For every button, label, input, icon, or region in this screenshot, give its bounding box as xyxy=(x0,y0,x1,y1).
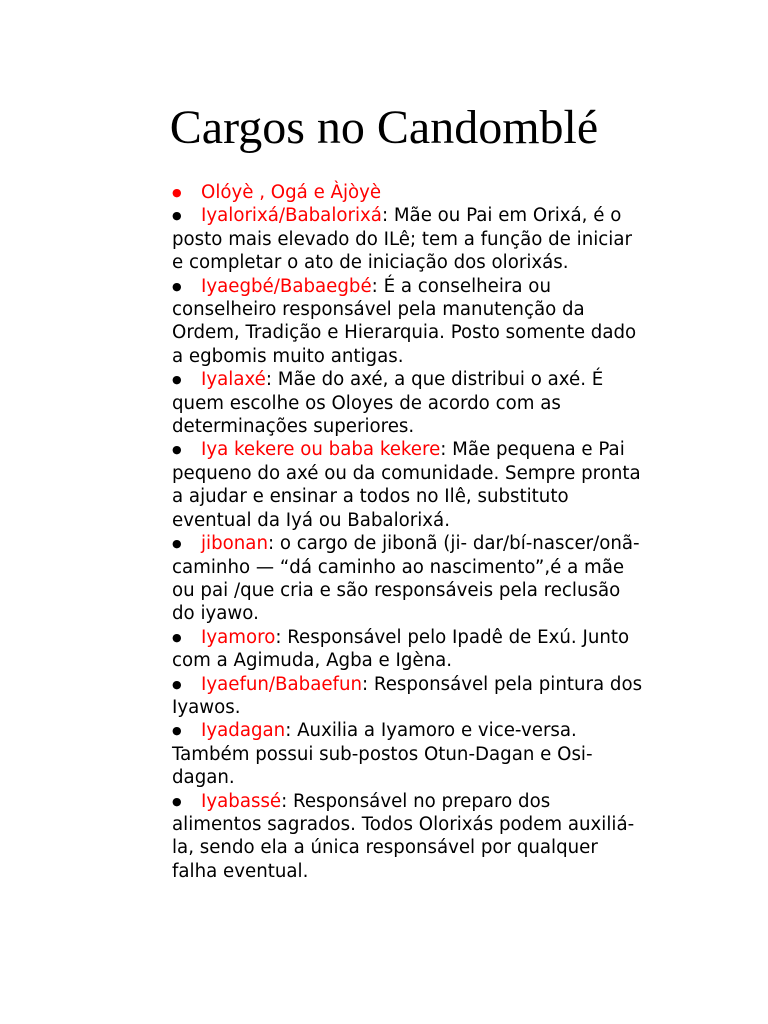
cargo-term: Olóyè , Ogá e Àjòyè xyxy=(201,182,382,203)
cargo-list xyxy=(172,181,644,883)
bullet-icon: ● xyxy=(172,443,182,457)
bullet-icon: ● xyxy=(172,186,182,199)
cargo-term: Iyalorixá/Babalorixá xyxy=(201,205,382,227)
bullet-icon: ● xyxy=(172,794,182,808)
list-item xyxy=(172,275,644,369)
cargo-description: : Mãe ou Pai em Orixá, é o posto mais elevado do ILê; tem a função de iniciar e completar o ato de iniciação dos olorixás. xyxy=(172,205,632,274)
bullet-icon: ● xyxy=(172,537,182,551)
cargo-description: : Auxilia a Iyamoro e vice-versa. Também possui sub-postos Otun-Dagan e Osi-dagan. xyxy=(172,720,593,789)
list-item xyxy=(172,626,644,673)
list-item xyxy=(172,790,644,884)
bullet-icon: ● xyxy=(172,279,182,293)
cargo-description: : Responsável pelo Ipadê de Exú. Junto com a Agimuda, Agba e Igèna. xyxy=(172,626,630,672)
cargo-term: Iya kekere ou baba kekere xyxy=(201,439,441,461)
cargo-description: : Responsável no preparo dos alimentos sagrados. Todos Olorixás podem auxiliá-la, sendo ela a única responsável por qualquer falha eventual. xyxy=(172,790,635,882)
list-item xyxy=(172,719,644,789)
bullet-icon: ● xyxy=(172,630,182,644)
list-item xyxy=(172,368,644,438)
cargo-term: Iyaegbé/Babaegbé xyxy=(201,275,372,297)
cargo-term: Iyalaxé xyxy=(201,369,266,391)
cargo-term: Iyaefun/Babaefun xyxy=(201,673,363,695)
list-item xyxy=(172,673,644,720)
list-item xyxy=(172,438,644,532)
cargo-term: Iyamoro xyxy=(201,626,276,648)
cargo-term: Iyabassé xyxy=(201,790,282,812)
page-title: Cargos no Candomblé xyxy=(169,101,599,154)
cargo-description: : Responsável pela pintura dos Iyawos. xyxy=(172,673,643,718)
list-item xyxy=(172,532,644,626)
bullet-icon: ● xyxy=(172,677,182,691)
cargo-term: jibonan xyxy=(201,533,268,555)
cargo-term: Iyadagan xyxy=(201,720,286,742)
bullet-icon: ● xyxy=(172,373,182,387)
list-item xyxy=(172,181,644,204)
cargo-description: : É a conselheira ou conselheiro responsável pela manutenção da Ordem, Tradição e Hierarquia. Posto somente dado a egbomis muito antigas. xyxy=(172,275,637,367)
cargo-description: : Mãe do axé, a que distribui o axé. É quem escolhe os Oloyes de acordo com as determinações superiores. xyxy=(172,369,604,438)
cargo-description: : o cargo de jibonã (ji- dar/bí-nascer/onã-caminho — “dá caminho ao nascimento”,é a mãe ou pai /que cria e são responsáveis pela reclusão do iyawo. xyxy=(172,533,640,625)
bullet-icon: ● xyxy=(172,209,182,223)
list-item xyxy=(172,204,644,274)
bullet-icon: ● xyxy=(172,724,182,738)
cargo-description: : Mãe pequena e Pai pequeno do axé ou da comunidade. Sempre pronta a ajudar e ensinar a todos no Ilê, substituto eventual da Iyá ou Babalorixá. xyxy=(172,439,641,531)
